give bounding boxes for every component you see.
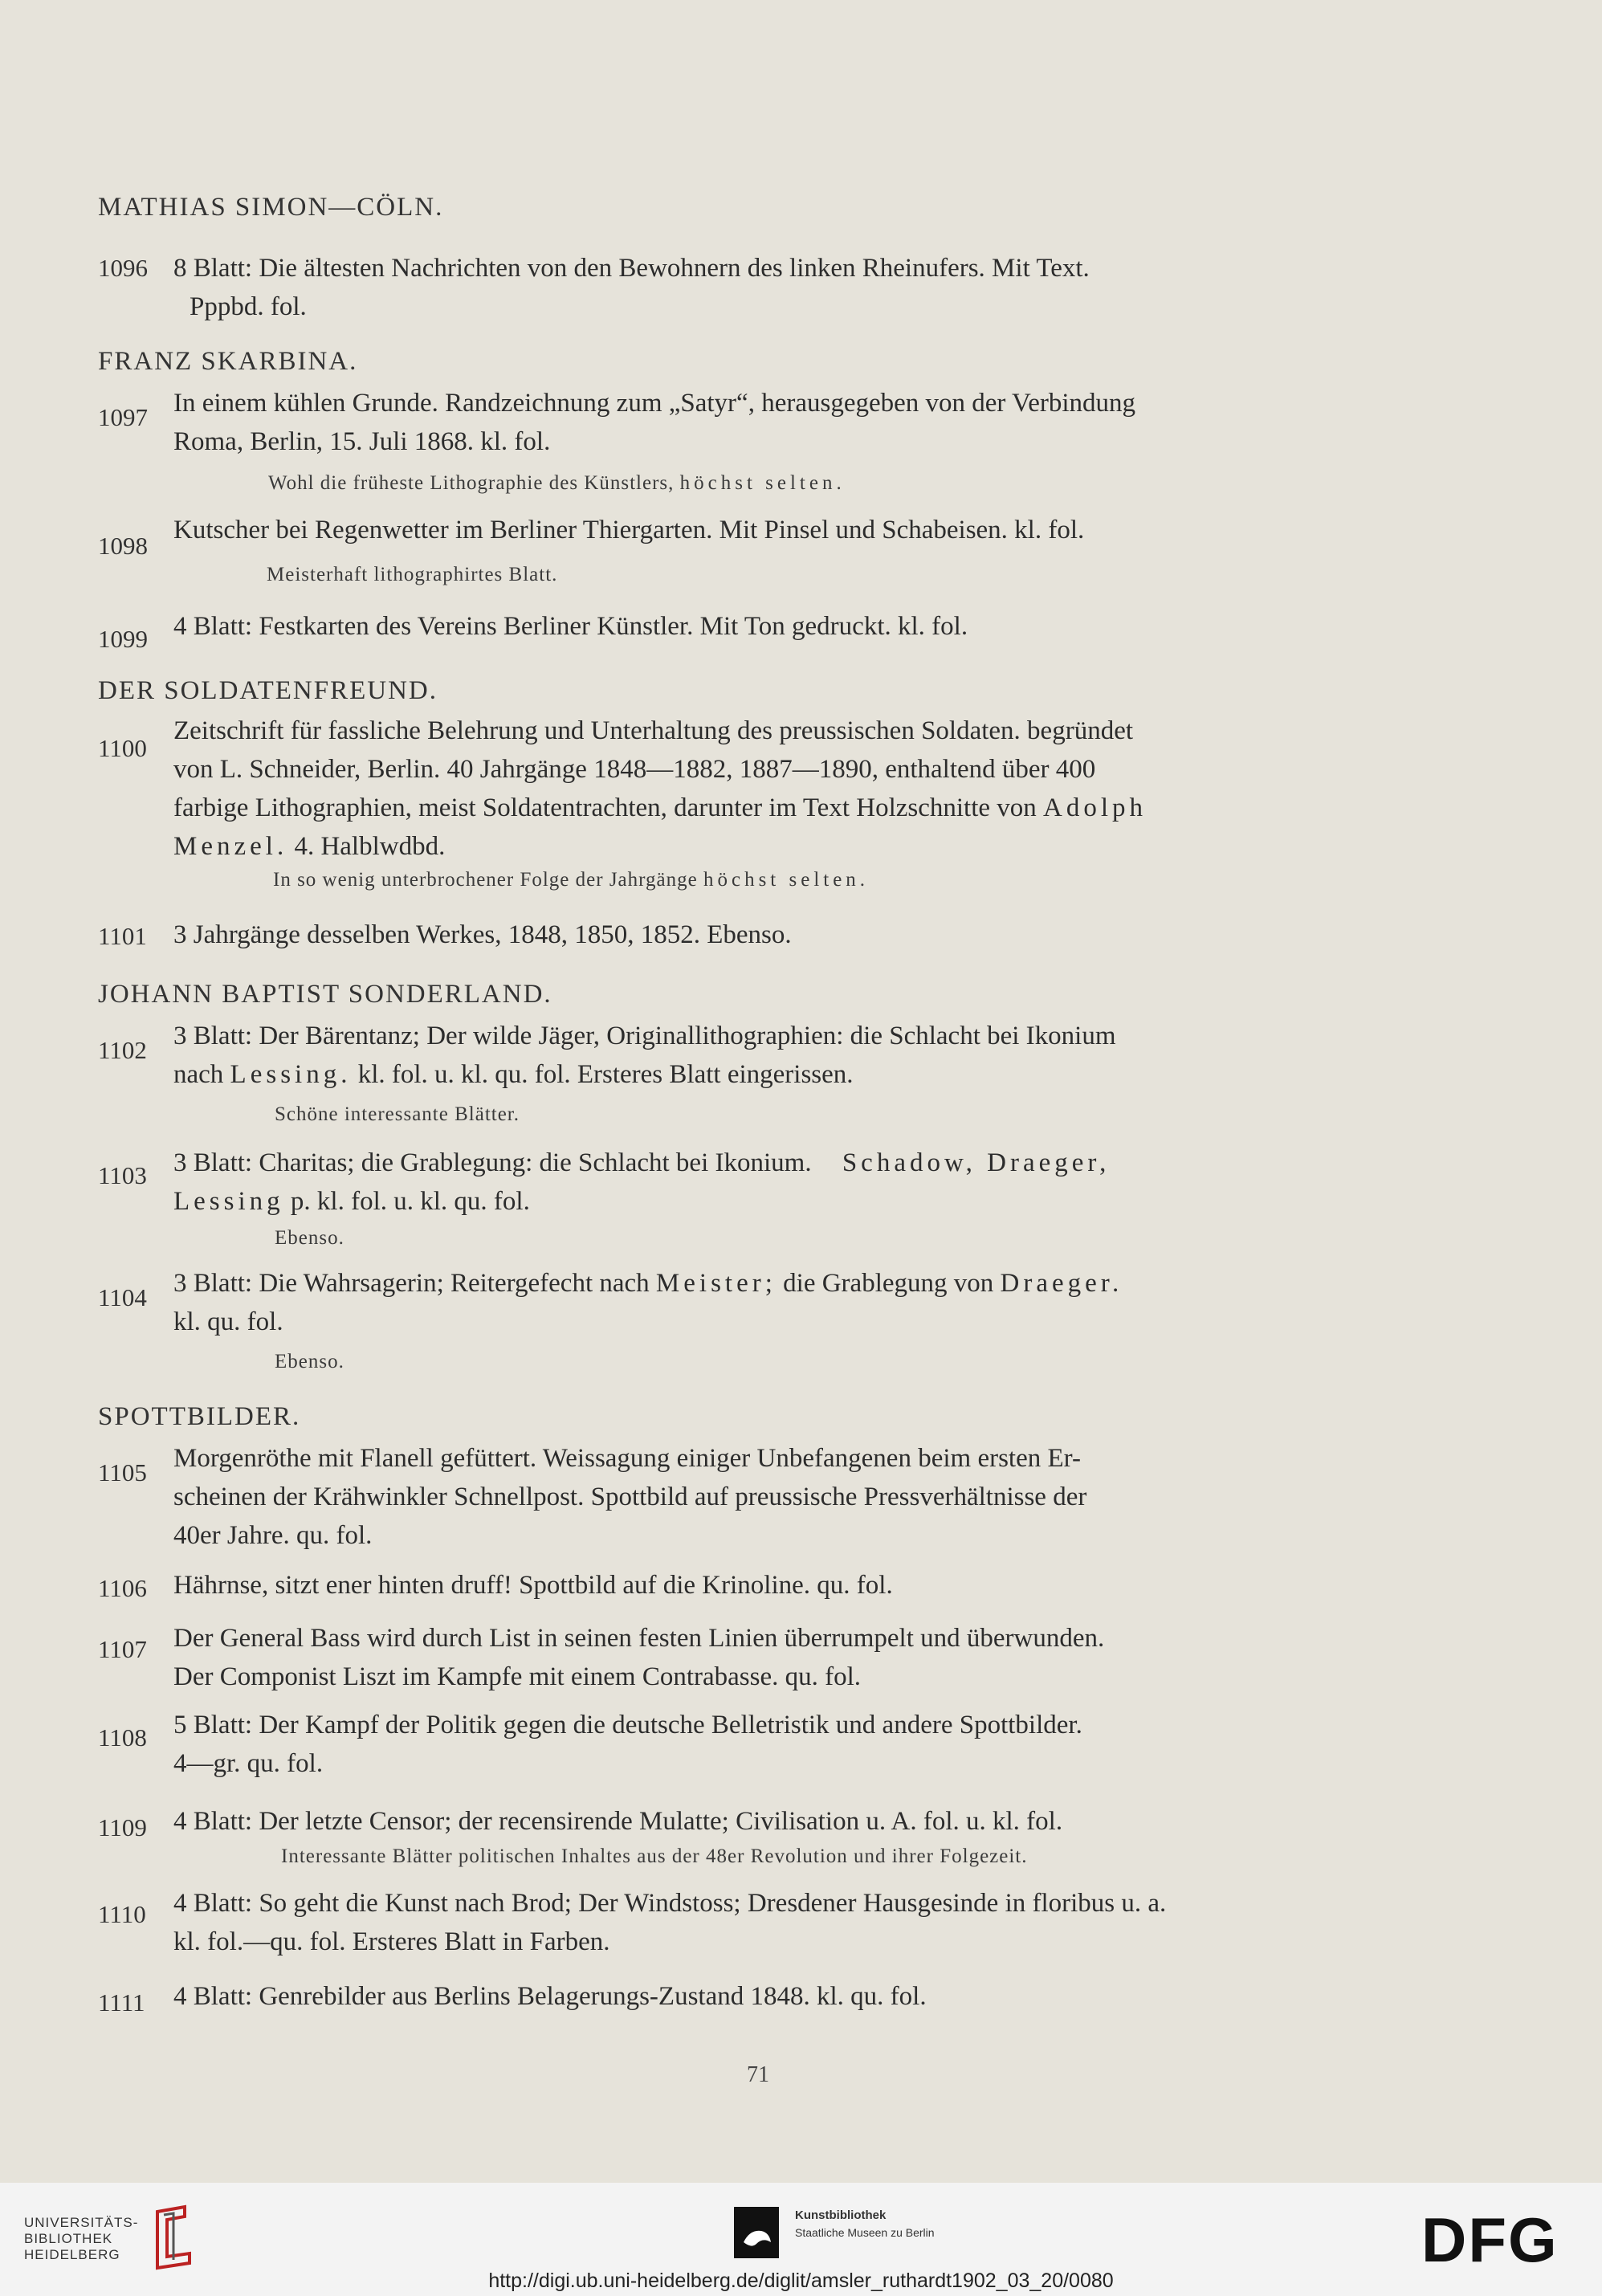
entry-note: Interessante Blätter politischen Inhaltes aus der 48er Revolution und ihrer Folgezeit.	[281, 1845, 1028, 1867]
entry-text: Zeitschrift für fassliche Belehrung und Unterhaltung des preussischen Soldaten. begründet von L. Schneider, Berlin. 40 Jahrgänge 1848—1882, 1887—1890, enthaltend über 400 farbige Lithographien, meist Soldatentrachten, darunter im Text Holzschnitte von Adolph Menzel. 4. Halblwdbd.	[173, 716, 1147, 861]
entry-text: 3 Blatt: Charitas; die Grablegung: die Schlacht bei Ikonium. Schadow, Draeger, Lessing p. kl. fol. u. kl. qu. fol.	[173, 1148, 1111, 1216]
entry-text: Hährnse, sitzt ener hinten druff! Spottbild auf die Krinoline. qu. fol.	[173, 1571, 893, 1600]
entry-text: 4 Blatt: Der letzte Censor; der recensirende Mulatte; Civilisation u. A. fol. u. kl. fol.	[173, 1807, 1063, 1836]
entry-text: 4 Blatt: Genrebilder aus Berlins Belagerungs-Zustand 1848. kl. qu. fol.	[173, 1982, 927, 2011]
ub-heidelberg-logo-text: UNIVERSITÄTS- BIBLIOTHEK HEIDELBERG	[24, 2215, 139, 2262]
entry-number: 1098	[98, 532, 148, 560]
entry-note: Schöne interessante Blätter.	[275, 1103, 520, 1125]
entry-text: 8 Blatt: Die ältesten Nachrichten von den Bewohnern des linken Rheinufers. Mit Text. Pppbd. fol.	[173, 254, 1090, 321]
entry-number: 1108	[98, 1723, 147, 1752]
kunstbibliothek-subtitle: Staatliche Museen zu Berlin	[795, 2226, 935, 2239]
entry-number: 1101	[98, 922, 147, 950]
entry-number: 1109	[98, 1813, 147, 1841]
page-number: 71	[747, 2062, 769, 2087]
source-url[interactable]: http://digi.ub.uni-heidelberg.de/diglit/amsler_ruthardt1902_03_20/0080	[488, 2269, 1114, 2292]
entry-text: Kutscher bei Regenwetter im Berliner Thiergarten. Mit Pinsel und Schabeisen. kl. fol.	[173, 516, 1085, 544]
entry-text: 4 Blatt: So geht die Kunst nach Brod; Der Windstoss; Dresdener Hausgesinde in floribus u. a. kl. fol.—qu. fol. Ersteres Blatt in Farben.	[173, 1889, 1167, 1956]
entry-number: 1111	[98, 1988, 145, 2017]
entry-number: 1097	[98, 403, 148, 431]
entry-text: Morgenröthe mit Flanell gefüttert. Weissagung einiger Unbefangenen beim ersten Er- scheinen der Krähwinkler Schnellpost. Spottbild auf preussische Pressverhältnisse der 40er Jahre. qu. fol.	[173, 1444, 1087, 1550]
entry-number: 1107	[98, 1635, 147, 1663]
entry-note: Ebenso.	[275, 1351, 344, 1372]
entry-number: 1103	[98, 1161, 147, 1189]
entry-text: Der General Bass wird durch List in seinen festen Linien überrumpelt und überwunden. Der Componist Liszt im Kampfe mit einem Contrabasse. qu. fol.	[173, 1624, 1105, 1691]
entry-text: 5 Blatt: Der Kampf der Politik gegen die deutsche Belletristik und andere Spottbilder. 4—gr. qu. fol.	[173, 1711, 1082, 1778]
section-heading: DER SOLDATENFREUND.	[98, 676, 438, 705]
entry-text: In einem kühlen Grunde. Randzeichnung zum „Satyr“, herausgegeben von der Verbindung Roma, Berlin, 15. Juli 1868. kl. fol.	[173, 389, 1136, 456]
dfg-logo: DFG	[1421, 2204, 1559, 2275]
entry-number: 1105	[98, 1458, 147, 1486]
entry-number: 1110	[98, 1900, 146, 1928]
ub-heidelberg-icon	[149, 2204, 194, 2271]
section-heading: MATHIAS SIMON—CÖLN.	[98, 193, 444, 222]
entry-number: 1106	[98, 1574, 147, 1602]
section-heading: JOHANN BAPTIST SONDERLAND.	[98, 980, 552, 1009]
entry-text: 4 Blatt: Festkarten des Vereins Berliner Künstler. Mit Ton gedruckt. kl. fol.	[173, 612, 968, 641]
section-heading: FRANZ SKARBINA.	[98, 347, 358, 376]
entry-text: 3 Blatt: Der Bärentanz; Der wilde Jäger, Originallithographien: die Schlacht bei Ikonium nach Lessing. kl. fol. u. kl. qu. fol. Ersteres Blatt eingerissen.	[173, 1022, 1116, 1089]
entry-note: Wohl die früheste Lithographie des Künstlers, höchst selten.	[268, 472, 846, 494]
entry-number: 1100	[98, 734, 147, 762]
entry-number: 1099	[98, 625, 148, 653]
entry-text: 3 Jahrgänge desselben Werkes, 1848, 1850, 1852. Ebenso.	[173, 920, 792, 949]
entry-text: 3 Blatt: Die Wahrsagerin; Reitergefecht nach Meister; die Grablegung von Draeger. kl. qu. fol.	[173, 1269, 1123, 1336]
section-heading: SPOTTBILDER.	[98, 1402, 301, 1431]
kunstbibliothek-title: Kunstbibliothek	[795, 2208, 887, 2222]
entry-number: 1104	[98, 1283, 147, 1311]
kunstbibliothek-eagle-icon	[734, 2207, 779, 2258]
entry-note: In so wenig unterbrochener Folge der Jahrgänge höchst selten.	[273, 869, 870, 891]
entry-note: Meisterhaft lithographirtes Blatt.	[267, 564, 558, 585]
entry-note: Ebenso.	[275, 1227, 344, 1249]
entry-number: 1102	[98, 1036, 147, 1064]
entry-number: 1096	[98, 254, 148, 282]
